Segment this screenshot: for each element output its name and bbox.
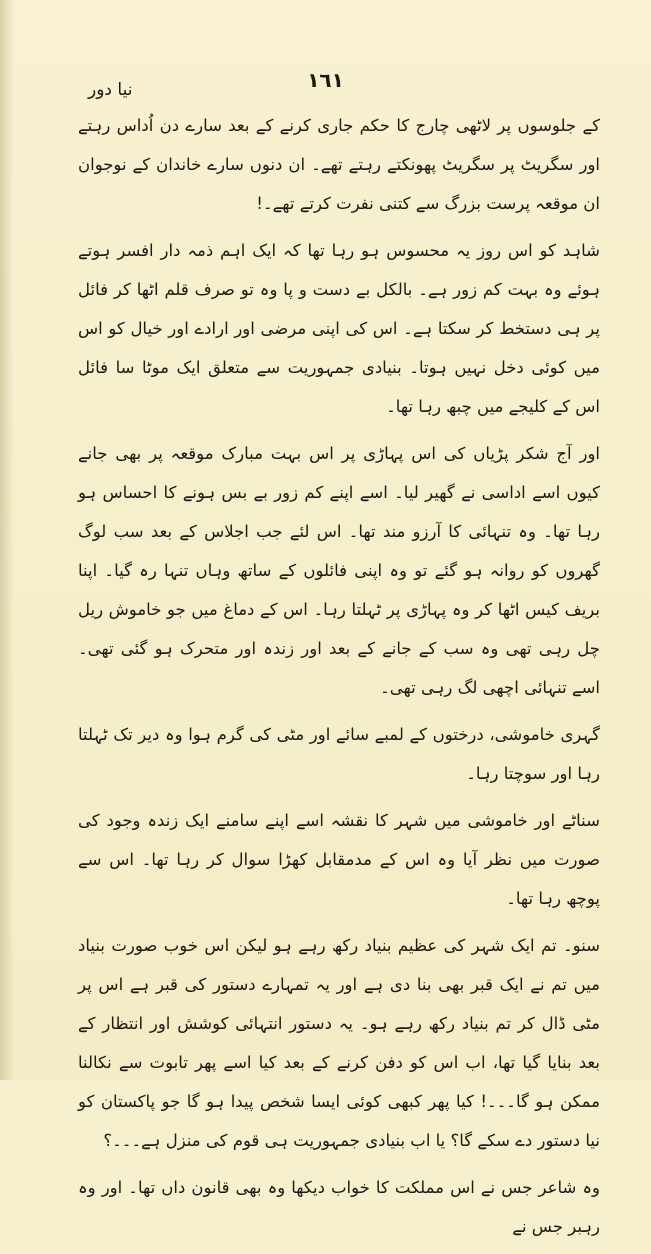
paragraph-7: وہ شاعر جس نے اس مملکت کا خواب دیکھا وہ بھی قانون داں تھا۔ اور وہ رہبر جس نے bbox=[78, 1178, 600, 1236]
page-number: ١٦١ bbox=[307, 68, 344, 92]
body-text bbox=[78, 106, 600, 1254]
paragraph-5: سناٹے اور خاموشی میں شہر کا نقشہ اسے اپنے سامنے ایک زندہ وجود کی صورت میں نظر آیا وہ اس کے مدمقابل کھڑا سوال کر رہا تھا۔ اس سے پوچھ رہا تھا۔ bbox=[78, 811, 600, 908]
running-head: نیا دور bbox=[88, 80, 133, 100]
paragraph-4: گہری خاموشی، درختوں کے لمبے سائے اور مٹی کی گرم ہوا وہ دیر تک ٹہلتا رہا اور سوچتا رہا۔ bbox=[78, 725, 600, 783]
paragraph-2: شاہد کو اس روز یہ محسوس ہو رہا تھا کہ ایک اہم ذمہ دار افسر ہوتے ہوئے وہ بہت کم زور ہے۔ بالکل بے دست و پا وہ تو صرف قلم اٹھا کر فائل پر ہی دستخط کر سکتا ہے۔ اس کی اپنی مرضی اور ارادے اور خیال کو اس میں کوئی دخل نہیں ہوتا۔ بنیادی جمہوریت سے متعلق ایک موٹا سا فائل اس کے کلیجے میں چبھ رہا تھا۔ bbox=[78, 241, 600, 416]
paragraph-3: اور آج شکر پڑیاں کی اس پہاڑی پر اس بہت مبارک موقعہ پر بھی جانے کیوں اسے اداسی نے گھیر لیا۔ اسے اپنے کم زور بے بس ہونے کا احساس ہو رہا تھا۔ وہ تنہائی کا آرزو مند تھا۔ اس لئے جب اجلاس کے بعد سب لوگ گھروں کو روانہ ہو گئے تو وہ اپنی فائلوں کے ساتھ وہاں تنہا رہ گیا۔ اپنا بریف کیس اٹھا کر وہ پہاڑی پر ٹہلتا رہا۔ اس کے دماغ میں جو خاموش ریل چل رہی تھی وہ سب کے جانے کے بعد اور زندہ اور متحرک ہو گئی تھی۔ اسے تنہائی اچھی لگ رہی تھی۔ bbox=[78, 444, 600, 697]
paragraph-6: سنو۔ تم ایک شہر کی عظیم بنیاد رکھ رہے ہو لیکن اس خوب صورت بنیاد میں تم نے ایک قبر بھی بنا دی ہے اور یہ تمہارے دستور کی قبر ہے اس پر مٹی ڈال کر تم بنیاد رکھ رہے ہو۔ یہ دستور انتہائی کوشش اور انتظار کے بعد بنایا گیا تھا، اب اس کو دفن کرنے کے بعد کیا اسے پھر تابوت سے نکالنا ممکن ہو گا۔۔۔! کیا پھر کبھی کوئی ایسا شخص پیدا ہو گا جو پاکستان کو نیا دستور دے سکے گا؟ یا اب بنیادی جمہوریت ہی قوم کی منزل ہے۔۔۔؟ bbox=[78, 936, 600, 1150]
paragraph-1: کے جلوسوں پر لاٹھی چارج کا حکم جاری کرنے کے بعد سارے دن اُداس رہتے اور سگریٹ پر سگریٹ پھونکتے رہتے تھے۔ ان دنوں سارے خاندان کے نوجوان ان موقعہ پرست بزرگ سے کتنی نفرت کرتے تھے۔! bbox=[78, 116, 600, 213]
page-edge-shadow bbox=[0, 0, 14, 1080]
